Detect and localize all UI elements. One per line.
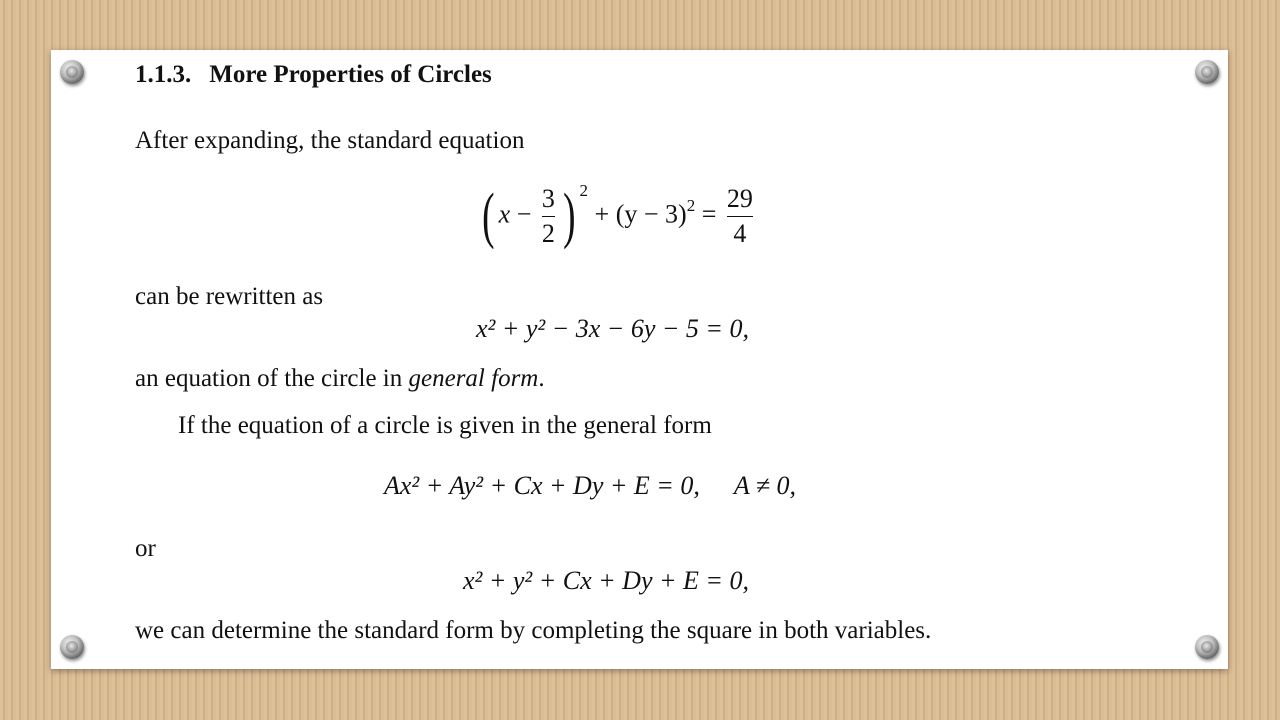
right-paren: ): [563, 182, 576, 251]
paragraph-general-form: an equation of the circle in general form.: [135, 365, 545, 392]
paragraph-conclusion: we can determine the standard form by completing the square in both variables.: [135, 617, 932, 644]
pushpin-icon: [1195, 60, 1219, 84]
pushpin-icon: [60, 635, 84, 659]
paragraph-rewritten: can be rewritten as: [135, 283, 324, 310]
fraction-three-halves: $\frac{3}{2}$: [541, 184, 555, 248]
general-equation-2: Ax² + Ay² + Cx + Dy + E = 0, A ≠ 0,: [384, 471, 797, 500]
section-title: More Properties of Circles: [209, 61, 492, 88]
pushpin-icon: [60, 60, 84, 84]
pushpin-icon: [1195, 635, 1219, 659]
fraction-twentynine-quarters: $\frac{29}{4}$: [726, 184, 753, 248]
left-paren: (: [482, 182, 495, 251]
paragraph-given-general: If the equation of a circle is given in the general form: [178, 412, 712, 439]
emphasis-general-form: general form: [408, 365, 539, 392]
general-equation-1: x² + y² − 3x − 6y − 5 = 0,: [476, 314, 749, 343]
standard-equation: ( x − $\frac{3}{2}$ ) $^2 + (y - 3)^2$ = $\frac{29}{4}$: [482, 181, 753, 251]
general-equation-3: x² + y² + Cx + Dy + E = 0,: [463, 566, 749, 595]
paragraph-or: or: [135, 535, 156, 562]
section-heading: [135, 62, 492, 87]
paragraph-intro: After expanding, the standard equation: [135, 127, 525, 154]
section-number: 1.1.3.: [135, 61, 192, 88]
